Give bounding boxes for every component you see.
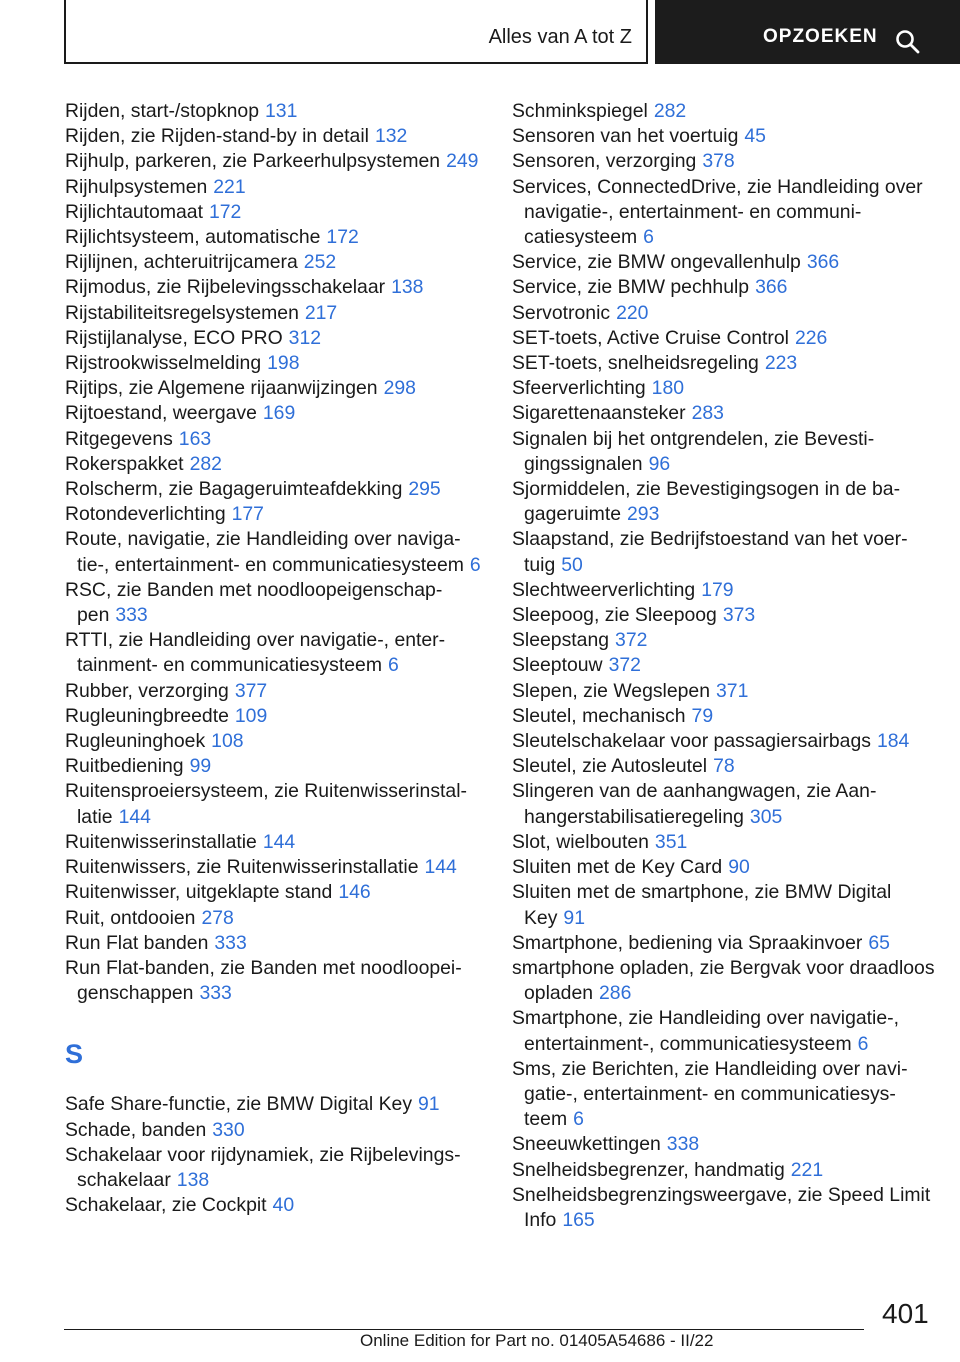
index-entry-term: Rokerspakket: [65, 452, 184, 475]
index-entry-term: Ruitensproeiersysteem, zie Ruitenwisserinstallatie: [65, 780, 467, 828]
index-entry: [512, 401, 937, 426]
index-entry-term: Signalen bij het ontgrendelen, zie Bevestigingssignalen: [512, 427, 875, 475]
index-entry-term: Route, navigatie, zie Handleiding over navigatie-, entertainment- en communicatiesysteem: [65, 528, 464, 576]
index-entry-page-link[interactable]: 373: [722, 604, 756, 627]
index-entry-term: Sluiten met de Key Card: [512, 856, 723, 879]
index-entry-page-link[interactable]: 377: [234, 679, 268, 702]
index-entry: [512, 956, 937, 1006]
index-entry: [65, 149, 485, 174]
index-entry-page-link[interactable]: 144: [424, 856, 457, 879]
index-column-left: [65, 99, 485, 1218]
index-entry: [512, 99, 937, 124]
index-entry: [65, 477, 485, 502]
index-entry-term: Smartphone, bediening via Spraakinvoer: [512, 931, 863, 954]
index-entry-term: RSC, zie Banden met noodloopeigenschappen: [65, 578, 443, 627]
index-entry-term: Schakelaar, zie Cockpit: [65, 1194, 267, 1217]
index-entry: [65, 1092, 485, 1117]
index-entry-term: Sneeuwkettingen: [512, 1133, 661, 1156]
section-tab[interactable]: [64, 0, 648, 64]
index-entry: [512, 149, 937, 174]
index-entry: [512, 779, 937, 829]
index-entry-term: Rotondeverlichting: [65, 503, 226, 526]
index-entry-term: Sluiten met de smartphone, zie BMW Digital Key: [512, 881, 892, 929]
index-entry-page-link[interactable]: 50: [561, 553, 583, 576]
index-entry-page-link[interactable]: 378: [702, 150, 735, 173]
index-entry-term: Sfeerverlichting: [512, 377, 646, 400]
index-entry: [65, 427, 485, 452]
index-entry-page-link[interactable]: 372: [615, 629, 648, 652]
index-entry-term: Snelheidsbegrenzingsweergave, zie Speed Limit Info: [512, 1183, 931, 1231]
index-entry: [512, 855, 937, 880]
index-entry-page-link[interactable]: 91: [418, 1093, 440, 1116]
index-entry: [512, 477, 937, 527]
index-entry: [65, 502, 485, 527]
index-entry: [512, 351, 937, 376]
index-entry: [65, 906, 485, 931]
index-entry: [65, 704, 485, 729]
index-entry-page-link[interactable]: 144: [118, 805, 151, 828]
index-entry: [512, 603, 937, 628]
index-entry-page-link[interactable]: 109: [234, 704, 268, 727]
index-entry: [65, 175, 485, 200]
index-entry-page-link[interactable]: 220: [616, 301, 649, 324]
index-entry-term: Services, ConnectedDrive, zie Handleiding over navigatie-, entertainment- en communicatiesysteem: [512, 175, 923, 249]
index-entry-term: Rijlichtsysteem, automatische: [65, 226, 321, 249]
index-entry-page-link[interactable]: 131: [265, 100, 298, 122]
index-entry-term: Schade, banden: [65, 1118, 207, 1141]
index-entry-page-link[interactable]: 278: [201, 906, 234, 929]
index-entry-term: smartphone opladen, zie Bergvak voor draadloos opladen: [512, 956, 935, 1005]
index-entry-page-link[interactable]: 163: [178, 427, 212, 450]
index-entry: [65, 855, 485, 880]
index-entry: [512, 376, 937, 401]
index-entry-page-link[interactable]: 252: [303, 251, 337, 274]
index-entry-page-link[interactable]: 78: [713, 755, 735, 778]
index-entry: [65, 729, 485, 754]
index-entry-term: Safe Share-functie, zie BMW Digital Key: [65, 1093, 413, 1116]
index-entry-term: Rijhulp, parkeren, zie Parkeerhulpsystemen: [65, 150, 441, 173]
index-entry: [65, 1193, 485, 1218]
index-entry-page-link[interactable]: 330: [212, 1118, 245, 1141]
index-entry-term: Sleepstang: [512, 629, 610, 652]
index-entry-page-link[interactable]: 179: [701, 578, 734, 601]
index-entry: [65, 250, 485, 275]
index-entry: [512, 124, 937, 149]
index-entry-page-link[interactable]: 312: [288, 326, 322, 349]
index-entry-page-link[interactable]: 99: [189, 755, 212, 778]
index-entry-page-link[interactable]: 351: [654, 830, 688, 853]
index-entry: [65, 956, 485, 1006]
index-entry-page-link[interactable]: 6: [643, 226, 654, 249]
index-entry-page-link[interactable]: 282: [653, 100, 687, 122]
index-entry: [512, 830, 937, 855]
index-entry: [512, 275, 937, 300]
footer-divider: [64, 1329, 864, 1330]
index-entry-page-link[interactable]: 295: [408, 478, 441, 501]
index-entry-page-link[interactable]: 96: [648, 452, 671, 475]
index-entry-page-link[interactable]: 132: [374, 125, 408, 148]
index-entry: [65, 779, 485, 829]
index-entry-page-link[interactable]: 333: [199, 982, 232, 1005]
index-entry: [512, 931, 937, 956]
index-entry-page-link[interactable]: 146: [338, 881, 371, 904]
index-entry: [65, 1143, 485, 1193]
index-entry-page-link[interactable]: 40: [272, 1194, 295, 1217]
index-entry-term: Ruitenwissers, zie Ruitenwisserinstallatie: [65, 856, 419, 879]
index-entry: [512, 1183, 937, 1233]
index-entry-page-link[interactable]: 293: [627, 503, 660, 526]
index-entry-term: Rijhulpsystemen: [65, 175, 208, 198]
index-entry-term: SET-toets, Active Cruise Control: [512, 326, 789, 349]
index-entry-term: Rijden, zie Rijden-stand-by in detail: [65, 125, 369, 148]
index-entry: [65, 527, 485, 577]
index-entry-term: Snelheidsbegrenzer, handmatig: [512, 1158, 785, 1181]
index-entry: [512, 1006, 937, 1056]
index-entry-term: Sleutel, mechanisch: [512, 704, 686, 727]
index-entry: [65, 275, 485, 300]
index-entry-page-link[interactable]: 282: [189, 452, 222, 475]
index-entry: [512, 301, 937, 326]
index-entry: [512, 653, 937, 678]
index-entry-page-link[interactable]: 249: [446, 150, 479, 173]
index-entry-term: Schminkspiegel: [512, 100, 648, 122]
page-header: [0, 0, 960, 66]
index-entry-page-link[interactable]: 298: [383, 377, 416, 400]
index-entry-page-link[interactable]: 198: [267, 352, 300, 375]
index-entry-term: Service, zie BMW pechhulp: [512, 276, 750, 299]
index-entry-term: Rijstijlanalyse, ECO PRO: [65, 326, 283, 349]
index-entry-page-link[interactable]: 221: [790, 1158, 824, 1181]
index-entry-page-link[interactable]: 221: [213, 175, 246, 198]
index-entry: [512, 175, 937, 251]
index-entry-page-link[interactable]: 366: [755, 276, 788, 299]
index-entry: [65, 401, 485, 426]
index-entry-page-link[interactable]: 172: [208, 200, 242, 223]
index-entry-term: Rijlijnen, achteruitrijcamera: [65, 251, 298, 274]
index-entry-page-link[interactable]: 177: [231, 503, 264, 526]
index-entry-page-link[interactable]: 138: [391, 276, 424, 299]
section-title: Alles van A tot Z: [488, 26, 632, 48]
index-entry-page-link[interactable]: 333: [115, 604, 148, 627]
index-entry-page-link[interactable]: 6: [469, 553, 481, 576]
index-entry: [512, 1132, 937, 1157]
index-entry-term: Slingeren van de aanhangwagen, zie Aanhangerstabilisatieregeling: [512, 780, 877, 828]
index-entry-term: Rijlichtautomaat: [65, 200, 203, 223]
index-entry-page-link[interactable]: 172: [326, 226, 359, 249]
index-entry-term: Smartphone, zie Handleiding over navigatie-, entertainment-, communicatiesysteem: [512, 1007, 899, 1055]
index-entry-page-link[interactable]: 223: [764, 352, 798, 375]
index-entry-term: Ruitbediening: [65, 755, 184, 778]
index-entry-term: Slot, wielbouten: [512, 830, 649, 853]
index-entry: [65, 124, 485, 149]
index-letter-heading: S: [65, 1039, 84, 1070]
index-column-right: [512, 99, 937, 1233]
index-entry: [65, 200, 485, 225]
index-entry: [512, 704, 937, 729]
index-entry-page-link[interactable]: 6: [573, 1108, 584, 1131]
index-entry: [512, 527, 937, 577]
index-entry-term: Ruitenwisser, uitgeklapte stand: [65, 881, 333, 904]
index-entry-page-link[interactable]: 338: [666, 1133, 700, 1156]
index-entry-term: Sleutelschakelaar voor passagiersairbags: [512, 730, 871, 753]
index-entry-term: Sjormiddelen, zie Bevestigingsogen in de bagageruimte: [512, 478, 901, 526]
index-entry-term: Rugleuninghoek: [65, 730, 206, 753]
index-entry-term: SET-toets, snelheidsregeling: [512, 352, 759, 375]
index-entry: [512, 679, 937, 704]
index-entry: [512, 326, 937, 351]
index-entry-term: Rijden, start-/stopknop: [65, 100, 260, 122]
index-entry-page-link[interactable]: 90: [728, 856, 750, 879]
index-entry-term: Schakelaar voor rijdynamiek, zie Rijbelevingsschakelaar: [65, 1143, 461, 1191]
index-entry-term: Sensoren van het voertuig: [512, 125, 739, 148]
index-entry-term: Rijmodus, zie Rijbelevingsschakelaar: [65, 276, 386, 299]
index-entry-term: Sensoren, verzorging: [512, 150, 697, 173]
index-entry-term: Ruit, ontdooien: [65, 906, 196, 929]
index-entry: [65, 679, 485, 704]
index-entry-term: Sleepoog, zie Sleepoog: [512, 604, 717, 627]
search-label: OPZOEKEN: [763, 26, 878, 47]
index-entry-page-link[interactable]: 91: [563, 906, 585, 929]
index-entry-page-link[interactable]: 6: [857, 1032, 869, 1055]
index-entry: [512, 628, 937, 653]
index-entry-term: Rolscherm, zie Bagageruimteafdekking: [65, 478, 403, 501]
index-entry-term: Ruitenwisserinstallatie: [65, 830, 257, 853]
index-entry-term: Ritgegevens: [65, 427, 173, 450]
index-entry: [512, 754, 937, 779]
index-entry: [512, 578, 937, 603]
index-entry-page-link[interactable]: 45: [744, 125, 766, 148]
index-entry-term: Servotronic: [512, 301, 611, 324]
index-entry-term: Rijtips, zie Algemene rijaanwijzingen: [65, 377, 378, 400]
index-entry-page-link[interactable]: 108: [211, 730, 244, 753]
index-entry-term: Slaapstand, zie Bedrijfstoestand van het voertuig: [512, 528, 908, 576]
index-entry-page-link[interactable]: 184: [876, 730, 910, 753]
index-entry-term: Service, zie BMW ongevallenhulp: [512, 251, 801, 274]
index-entry-term: Rijstabiliteitsregelsystemen: [65, 301, 299, 324]
index-entry: [512, 250, 937, 275]
index-entry-page-link[interactable]: 217: [304, 301, 338, 324]
index-entry-page-link[interactable]: 169: [262, 402, 296, 425]
index-entry-page-link[interactable]: 371: [716, 679, 749, 702]
index-entry: [65, 326, 485, 351]
index-entry-page-link[interactable]: 65: [868, 931, 890, 954]
index-entry: [512, 1158, 937, 1183]
index-entry: [512, 427, 937, 477]
index-entry: [65, 754, 485, 779]
index-entry-page-link[interactable]: 138: [176, 1168, 210, 1191]
index-entry: [65, 376, 485, 401]
index-entry-term: Slechtweerverlichting: [512, 578, 696, 601]
index-entry-page-link[interactable]: 283: [691, 402, 724, 425]
index-entry-term: Rubber, verzorging: [65, 679, 229, 702]
index-entry: [65, 880, 485, 905]
index-entry-term: RTTI, zie Handleiding over navigatie-, entertainment- en communicatiesysteem: [65, 629, 446, 677]
index-entry-page-link[interactable]: 226: [794, 326, 828, 349]
index-entry-page-link[interactable]: 180: [651, 377, 685, 400]
index-entry-page-link[interactable]: 165: [562, 1208, 595, 1231]
index-entry-page-link[interactable]: 6: [388, 654, 399, 677]
index-entry-term: Slepen, zie Wegslepen: [512, 679, 710, 702]
index-entry: [65, 830, 485, 855]
index-entry-page-link[interactable]: 305: [749, 805, 783, 828]
index-entry-term: Rugleuningbreedte: [65, 704, 229, 727]
index-entry: [65, 628, 485, 678]
index-entry: [512, 880, 937, 930]
index-entry: [65, 301, 485, 326]
index-entry: [512, 1057, 937, 1133]
page-number: 401: [882, 1298, 929, 1329]
index-entry-term: Sigarettenaansteker: [512, 402, 686, 425]
index-entry-page-link[interactable]: 144: [262, 830, 296, 853]
index-entry: [65, 1118, 485, 1143]
index-entry-page-link[interactable]: 333: [214, 931, 247, 954]
index-entry-page-link[interactable]: 372: [608, 654, 641, 677]
index-entry-term: Sleeptouw: [512, 654, 603, 677]
index-entry: [65, 931, 485, 956]
index-entry-term: Sleutel, zie Autosleutel: [512, 755, 708, 778]
index-entry-term: Sms, zie Berichten, zie Handleiding over navigatie-, entertainment- en communicatiesysteem: [512, 1057, 908, 1131]
index-entry: [65, 351, 485, 376]
index-entry: [65, 225, 485, 250]
index-entry: [512, 729, 937, 754]
index-entry: [65, 99, 485, 124]
index-entry-page-link[interactable]: 79: [691, 704, 714, 727]
index-entry-term: Run Flat banden: [65, 931, 209, 954]
index-entry-term: Rijstrookwisselmelding: [65, 352, 262, 375]
index-entry-term: Run Flat-banden, zie Banden met noodloopeigenschappen: [65, 956, 462, 1005]
edition-note: Online Edition for Part no. 01405A54686 - II/22: [360, 1331, 714, 1350]
index-entry-term: Rijtoestand, weergave: [65, 402, 257, 425]
index-entry-page-link[interactable]: 286: [599, 982, 632, 1005]
index-entry-page-link[interactable]: 366: [806, 251, 840, 274]
search-icon[interactable]: [895, 29, 921, 55]
index-entry: [65, 452, 485, 477]
index-entry: [65, 578, 485, 628]
